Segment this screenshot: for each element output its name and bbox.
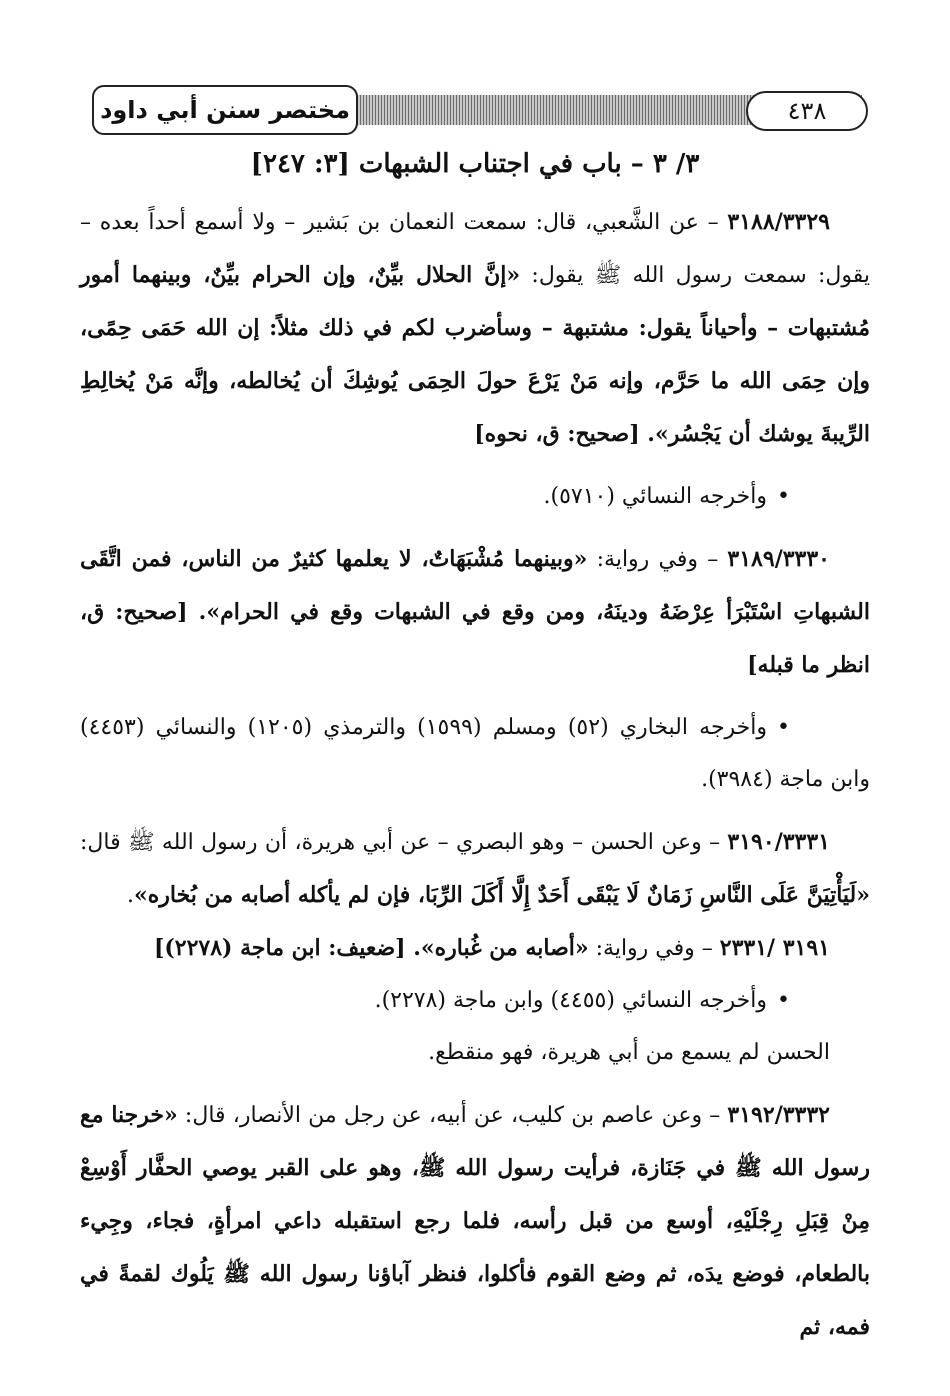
- hadith-matn: «لَيَأْتِيَنَّ عَلَى النَّاسِ زَمَانٌ لَا يَبْقَى أَحَدٌ إِلَّا أَكَلَ الرِّبَا، فإن لم يأكله أصابه من بُخاره»: [133, 882, 870, 908]
- hadith-isnad: – وفي رواية:: [587, 547, 728, 572]
- hadith-isnad: – عن الشَّعبي، قال: سمعت النعمان بن بَشير – ولا أسمع أحداً بعده – يقول: سمعت رسول الله ﷺ يقول:: [80, 210, 871, 288]
- bullet-icon: •: [777, 715, 791, 740]
- hadith-3189: [80, 533, 870, 692]
- hadith-3192: [80, 1089, 870, 1354]
- hadith-matn: «خرجنا مع رسول الله ﷺ في جَنَازة، فرأيت رسول الله ﷺ، وهو على القبر يوصي الحفَّار أَوْسِعْ مِنْ قِبَلِ رِجْلَيْهِ، أوسع من قبل رأسه، فلما رجع استقبله داعي امرأةٍ، فجاء، وجِيء بالطعام، فوضع يدَه، ثم وضع القوم فأكلوا، فنظر آباؤنا رسول الله ﷺ يَلُوك لقمةً في فمه، ثم: [80, 1102, 870, 1340]
- chapter-heading: ٣/ ٣ – باب في اجتناب الشبهات [٣: ٢٤٧]: [250, 149, 700, 179]
- hadith-3188: [80, 196, 870, 461]
- hadith-matn: «وبينهما مُشْبَهَاتٌ، لا يعلمها كثيرٌ من الناس، فمن اتَّقَى الشبهاتِ اسْتَبْرَأ عِرْضَهُ ودينَهُ، ومن وقع في الشبهات وقع في الحرام»: [80, 546, 870, 625]
- hadith-3191: [80, 922, 870, 975]
- takhrij-text: وأخرجه البخاري (٥٢) ومسلم (١٥٩٩) والترمذي (١٢٠٥) والنسائي (٤٤٥٣) وابن ماجة (٣٩٨٤).: [80, 715, 870, 792]
- hadith-grade: . [صحيح: ق، انظر ما قبله]: [80, 599, 870, 678]
- hadith-end: .: [126, 883, 134, 908]
- hadith-number: ٣١٨٨/٣٣٢٩: [727, 209, 830, 235]
- hadith-isnad: – وعن عاصم بن كليب، عن أبيه، عن رجل من الأنصار، قال:: [177, 1103, 728, 1128]
- note-text: الحسن لم يسمع من أبي هريرة، فهو منقطع.: [428, 1040, 830, 1065]
- takhrij-3189: [80, 702, 870, 806]
- hadith-isnad: – وفي رواية:: [588, 936, 720, 961]
- running-header: [92, 85, 868, 137]
- hadith-3190: [80, 816, 870, 922]
- book-title: مختصر سنن أبي داود: [92, 85, 358, 135]
- page-number: ٤٣٨: [746, 91, 868, 131]
- bullet-icon: •: [777, 484, 790, 509]
- hadith-matn: «إنَّ الحلال بيِّنٌ، وإن الحرام بيِّنٌ، وبينهما أمور مُشتبهات – وأحياناً يقول: مشتبهة – وسأضرب لكم في ذلك مثلاً: إن الله حَمَى حِمًى، وإن حِمَى الله ما حَرَّم، وإنه مَنْ يَرْعَ حولَ الحِمَى يُوشِكَ أن يُخالطه، وإنَّه مَنْ يُخالِطِ الرِّيبةَ يوشك أن يَجْسُر»: [80, 262, 870, 447]
- hadith-grade: . [ضعيف: ابن ماجة (٢٢٧٨)]: [153, 935, 421, 961]
- note-3191: [80, 1027, 870, 1079]
- hadith-matn: «أصابه من غُباره»: [420, 935, 589, 961]
- hadith-number: ٣١٩٢/٣٣٣٢: [727, 1102, 830, 1128]
- takhrij-3188: [80, 471, 870, 523]
- hadith-number: ٣١٩١ /٢٣٣١: [719, 935, 830, 961]
- page-body: [80, 196, 870, 1354]
- hadith-grade: . [صحيح: ق، نحوه]: [474, 421, 655, 447]
- takhrij-3191: [80, 975, 870, 1027]
- bullet-icon: •: [777, 988, 790, 1013]
- hadith-isnad: – وعن الحسن – وهو البصري – عن أبي هريرة، أن رسول الله ﷺ قال:: [80, 830, 728, 855]
- takhrij-text: وأخرجه النسائي (٥٧١٠).: [543, 484, 768, 509]
- hadith-number: ٣١٨٩/٣٣٣٠: [727, 546, 830, 572]
- takhrij-text: وأخرجه النسائي (٤٤٥٥) وابن ماجة (٢٢٧٨).: [374, 988, 768, 1013]
- hadith-number: ٣١٩٠/٣٣٣١: [727, 829, 830, 855]
